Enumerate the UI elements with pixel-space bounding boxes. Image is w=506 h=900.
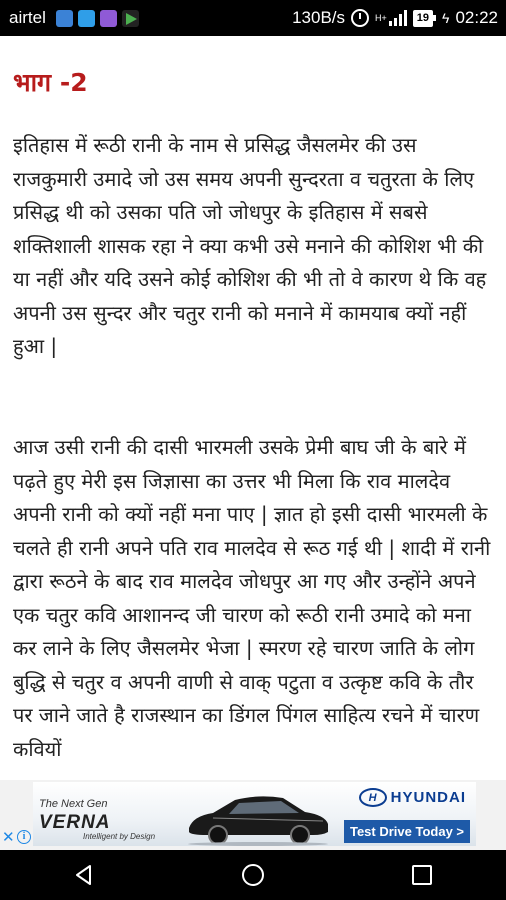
battery-level: 19 bbox=[413, 10, 433, 27]
ad-model-name: VERNA bbox=[39, 812, 111, 833]
hyundai-logo bbox=[359, 788, 466, 807]
chapter-title: भाग -2 bbox=[13, 68, 88, 97]
status-right bbox=[292, 0, 498, 36]
article-content[interactable] bbox=[0, 36, 506, 780]
gallery-notification-icon bbox=[78, 10, 95, 27]
ad-tagline: Intelligent by Design bbox=[83, 832, 156, 841]
home-icon[interactable] bbox=[225, 850, 281, 900]
ad-close-icon[interactable]: ✕ bbox=[2, 828, 15, 846]
hyundai-mark-icon: H bbox=[359, 788, 387, 807]
status-bar bbox=[0, 0, 506, 36]
tv-notification-icon bbox=[100, 10, 117, 27]
ad-creative[interactable] bbox=[33, 782, 476, 846]
back-icon[interactable] bbox=[56, 850, 112, 900]
car-image bbox=[183, 788, 333, 846]
article-paragraph: इतिहास में रूठी रानी के नाम से प्रसिद्ध जैसलमेर की उस राजकुमारी उमादे जो उस समय अपनी सुन्दरता व चतुरता के लिए प्रसिद्ध थी को उसका पति जो जोधपुर के इतिहास में सबसे शक्तिशाली शासक रहा ने क्या कभी उसे मनाने की कोशिश भी की या नहीं और यदि उसने कोई कोशिश की भी तो वे कारण थे कि वह अपनी उस सुन्दर और चतुर रानी को मनाने में कामयाब क्यों नहीं हुआ | bbox=[13, 133, 487, 358]
ad-info-icon[interactable]: i bbox=[17, 830, 31, 844]
alarm-icon bbox=[351, 9, 369, 27]
play-store-notification-icon bbox=[122, 10, 139, 27]
net-speed: 130B/s bbox=[292, 8, 346, 27]
test-drive-button[interactable]: Test Drive Today > bbox=[344, 820, 470, 843]
network-type: H+ bbox=[375, 12, 387, 23]
notification-icons bbox=[56, 10, 139, 27]
battery-icon bbox=[413, 10, 436, 27]
article-paragraph: आज उसी रानी की दासी भारमली उसके प्रेमी बाघ जी के बारे में पढ़ते हुए मेरी इस जिज्ञासा का उत्तर भी मिला कि राव मालदेव अपनी रानी को क्यों नहीं मना पाए | ज्ञात हो इसी दासी भारमली के चलते ही रानी अपने पति राव मालदेव से रूठ गई थी | शादी में रानी द्वारा रूठने के बाद राव मालदेव जोधपुर आ गए और उन्होंने अपने एक चतुर कवि आशानन्द जी चारण को रूठी रानी उमादे को मना कर लाने के लिए जैसलमेर भेजा | स्मरण रहे चारण जाति के लोग बुद्धि से चतुर व अपनी वाणी से वाक् पटुता व उत्कृष्ट कवि के तौर पर जाने जाते है राजस्थान का डिंगल पिंगल साहित्य रचने में चारण कवियों bbox=[13, 435, 491, 761]
signal-icon bbox=[389, 10, 407, 26]
ad-banner[interactable] bbox=[0, 780, 506, 850]
charging-icon: ϟ bbox=[442, 10, 450, 26]
carrier-name: airtel bbox=[9, 8, 46, 27]
app-notification-icon bbox=[56, 10, 73, 27]
navigation-bar bbox=[0, 850, 506, 900]
recents-icon[interactable] bbox=[394, 850, 450, 900]
clock: 02:22 bbox=[455, 8, 498, 27]
brand-name: HYUNDAI bbox=[390, 789, 466, 806]
ad-tag: The Next Gen bbox=[39, 798, 108, 810]
